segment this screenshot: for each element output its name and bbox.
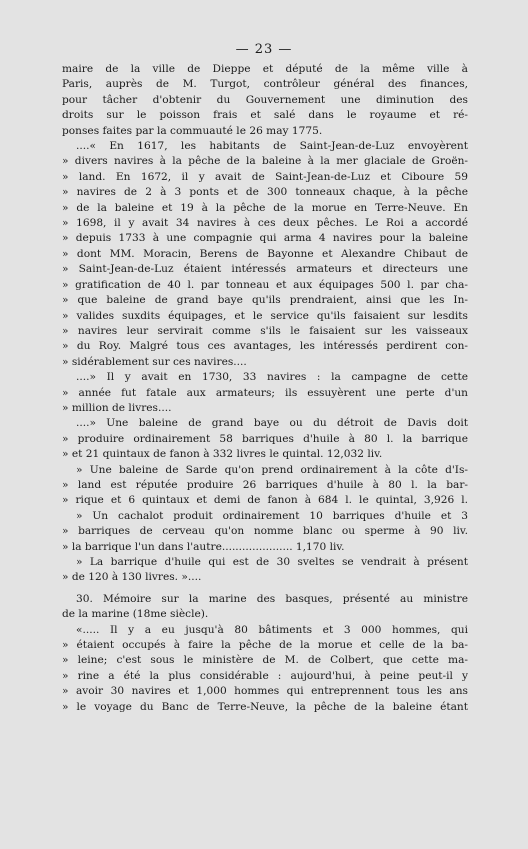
text-line: » navires leur servirait comme s'ils le faisaient sur les vaisseaux	[62, 324, 468, 337]
text-line: » de la baleine et 19 à la pêche de la morue en Terre-Neuve. En	[62, 201, 468, 214]
text-line: de la marine (18me siècle).	[62, 608, 209, 621]
page-number: — 23 —	[235, 42, 293, 57]
text-line: » valides suxdits équipages, et le service qu'ils faisaient sur lesdits	[62, 309, 468, 322]
text-line: ....» Il y avait en 1730, 33 navires : la campagne de cette	[76, 371, 468, 384]
text-line: » gratification de 40 l. par tonneau et aux équipages 500 l. par cha-	[62, 278, 468, 291]
text-line: » la barrique l'un dans l'autre..................... 1,170 liv.	[62, 540, 345, 553]
text-line: » le voyage du Banc de Terre-Neuve, la pêche de la baleine étant	[62, 700, 468, 713]
body-text	[62, 62, 468, 715]
text-line: » barriques de cerveau qu'on nomme blanc ou sperme à 90 liv.	[62, 525, 468, 538]
text-line: » million de livres....	[62, 401, 172, 414]
text-line: » 1698, il y avait 34 navires à ces deux pêches. Le Roi a accordé	[62, 217, 468, 230]
text-line: pour tâcher d'obtenir du Gouvernement une diminution des	[62, 93, 468, 106]
text-line: ponses faites par la commuauté le 26 may 1775.	[62, 124, 323, 137]
text-line: » année fut fatale aux armateurs; ils essuyèrent une perte d'un	[62, 386, 468, 399]
text-line: » que baleine de grand baye qu'ils prendraient, ainsi que les In-	[62, 294, 468, 307]
text-line: » sidérablement sur ces navires....	[62, 355, 247, 368]
text-line: ....» Une baleine de grand baye ou du détroit de Davis doit	[76, 417, 468, 430]
text-line: 30. Mémoire sur la marine des basques, présenté au ministre	[76, 592, 468, 605]
text-line: ....« En 1617, les habitants de Saint-Jean-de-Luz envoyèrent	[76, 140, 468, 153]
text-line: » avoir 30 navires et 1,000 hommes qui entreprennent tous les ans	[62, 685, 468, 698]
text-line: » du Roy. Malgré tous ces avantages, les intéressés perdirent con-	[62, 340, 468, 353]
text-line: » produire ordinairement 58 barriques d'huile à 80 l. la barrique	[62, 432, 468, 445]
text-line: » dont MM. Moracin, Berens de Bayonne et Alexandre Chibaut de	[62, 247, 468, 260]
text-line: » land est réputée produire 26 barriques d'huile à 80 l. la bar-	[62, 478, 468, 491]
text-line: » navires de 2 à 3 ponts et de 300 tonneaux chaque, à la pêche	[62, 186, 468, 199]
text-line: » Saint-Jean-de-Luz étaient intéressés armateurs et directeurs une	[62, 263, 468, 276]
text-line: » leine; c'est sous le ministère de M. de Colbert, que cette ma-	[62, 654, 468, 667]
text-line: » et 21 quintaux de fanon à 332 livres le quintal. 12,032 liv.	[62, 448, 383, 461]
text-line: » land. En 1672, il y avait de Saint-Jean-de-Luz et Ciboure 59	[62, 170, 468, 183]
text-line: droits sur le poisson frais et salé dans le royaume et ré-	[62, 109, 468, 122]
text-line: » rique et 6 quintaux et demi de fanon à 684 l. le quintal, 3,926 l.	[62, 494, 468, 507]
text-line: » Un cachalot produit ordinairement 10 barriques d'huile et 3	[76, 509, 468, 522]
text-line: » depuis 1733 à une compagnie qui arma 4 navires pour la baleine	[62, 232, 468, 245]
text-line: » divers navires à la pêche de la baleine à la mer glaciale de Groën-	[62, 155, 468, 168]
text-line: » La barrique d'huile qui est de 30 sveltes se vendrait à présent	[76, 556, 468, 568]
text-line: » étaient occupés à faire la pêche de la morue et celle de la ba-	[62, 639, 468, 652]
text-line: Paris, auprès de M. Turgot, contrôleur général des finances,	[62, 78, 468, 91]
text-line: » de 120 à 130 livres. »....	[62, 571, 202, 584]
text-line: maire de la ville de Dieppe et député de la même ville à	[62, 63, 468, 75]
text-line: «..... Il y a eu jusqu'à 80 bâtiments et 3 000 hommes, qui	[76, 623, 468, 636]
text-line: » Une baleine de Sarde qu'on prend ordinairement à la côte d'Is-	[76, 463, 468, 476]
text-line: » rine a été la plus considérable : aujourd'hui, à peine peut-il y	[62, 669, 468, 682]
